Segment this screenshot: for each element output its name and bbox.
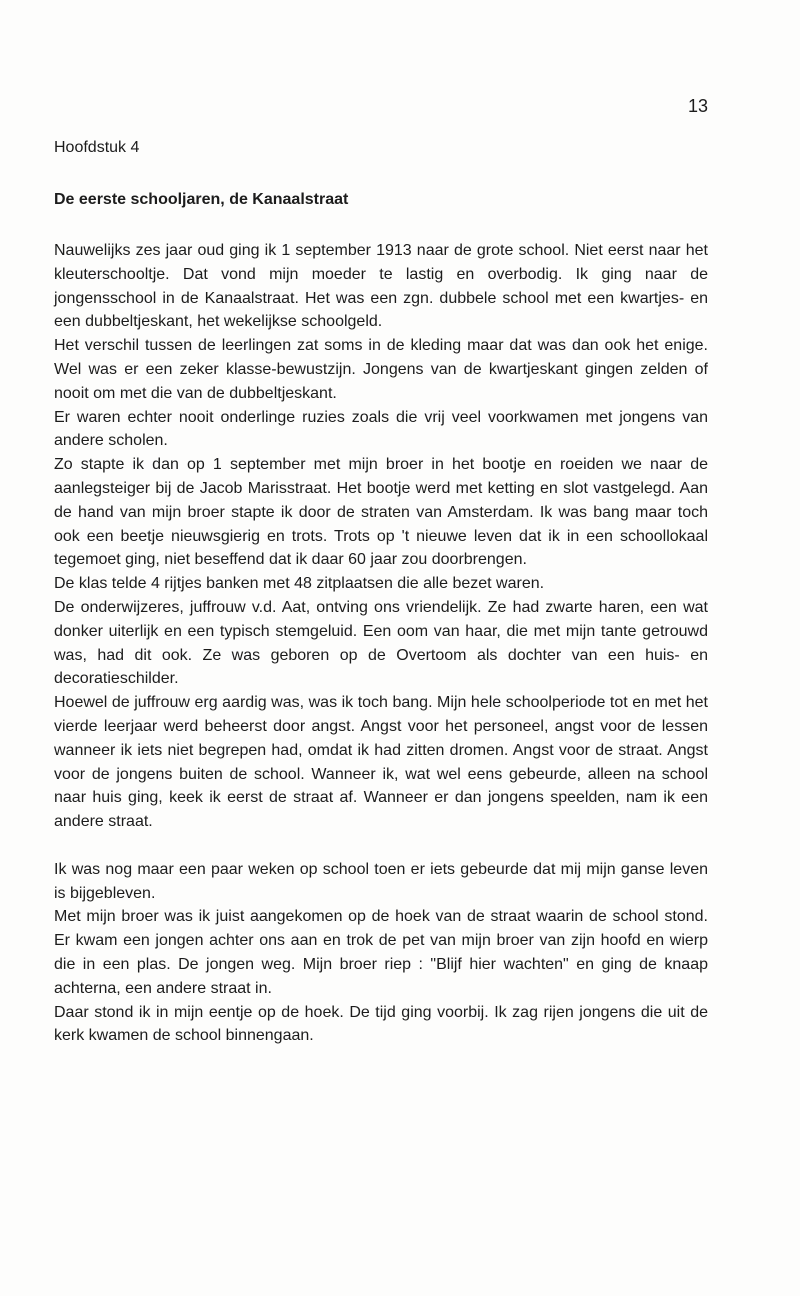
paragraph: De klas telde 4 rijtjes banken met 48 zitplaatsen die alle bezet waren. [54, 575, 545, 593]
paragraph: Hoewel de juffrouw erg aardig was, was ik toch bang. Mijn hele schoolperiode tot en met het vierde leerjaar werd beheerst door angst. Angst voor het personeel, angst voor de lessen wanneer ik iets niet begrepen had, omdat ik had zitten dromen. Angst voor de straat. Angst voor de jongens buiten de school. Wanneer ik, wat wel eens gebeurde, alleen na school naar huis ging, keek ik eerst de straat af. Wanneer er dan jongens speelden, nam ik een andere straat. [54, 694, 708, 831]
chapter-label: Hoofdstuk 4 [54, 139, 140, 156]
paragraph: Nauwelijks zes jaar oud ging ik 1 september 1913 naar de grote school. Niet eerst naar het kleuterschooltje. Dat vond mijn moeder te lastig en overbodig. Ik ging naar de jongensschool in de Kanaalstraat. Het was een zgn. dubbele school met een kwartjes- en een dubbeltjeskant, het wekelijkse schoolgeld. [54, 242, 708, 331]
chapter-title: De eerste schooljaren, de Kanaalstraat [54, 191, 349, 208]
page-number: 13 [687, 96, 708, 116]
paragraph: Daar stond ik in mijn eentje op de hoek. De tijd ging voorbij. Ik zag rijen jongens die uit de kerk kwamen de school binnengaan. [54, 1003, 708, 1045]
paragraph: Ik was nog maar een paar weken op school toen er iets gebeurde dat mij mijn ganse leven is bijgebleven. [54, 860, 708, 902]
paragraph: De onderwijzeres, juffrouw v.d. Aat, ontving ons vriendelijk. Ze had zwarte haren, een wat donker uiterlijk en een typisch stemgeluid. Een oom van haar, die met mijn tante getrouwd was, had dit ook. Ze was geboren op de Overtoom als dochter van een huis- en decoratieschilder. [54, 598, 708, 688]
paragraph: Het verschil tussen de leerlingen zat soms in de kleding maar dat was dan ook het enige. Wel was er een zeker klasse-bewustzijn. Jongens van de kwartjeskant gingen zelden of nooit om met die van de dubbeltjeskant. [54, 337, 708, 402]
paragraph: Er waren echter nooit onderlinge ruzies zoals die vrij veel voorkwamen met jongens van andere scholen. [54, 408, 708, 450]
paragraph: Met mijn broer was ik juist aangekomen op de hoek van de straat waarin de school stond. Er kwam een jongen achter ons aan en trok de pet van mijn broer van zijn hoofd en wierp die in een plas. De jongen weg. Mijn broer riep : "Blijf hier wachten" en ging de knaap achterna, een andere straat in. [54, 908, 708, 997]
body-text [54, 239, 708, 1048]
paragraph: Zo stapte ik dan op 1 september met mijn broer in het bootje en roeiden we naar de aanlegsteiger bij de Jacob Marisstraat. Het bootje werd met ketting en slot vastgelegd. Aan de hand van mijn broer stapte ik door de straten van Amsterdam. Ik was bang maar toch ook een beetje nieuwsgierig en trots. Trots op 't nieuwe leven dat ik in een schoollokaal tegemoet ging, niet beseffend dat ik daar 60 jaar zou doorbrengen. [54, 456, 708, 569]
